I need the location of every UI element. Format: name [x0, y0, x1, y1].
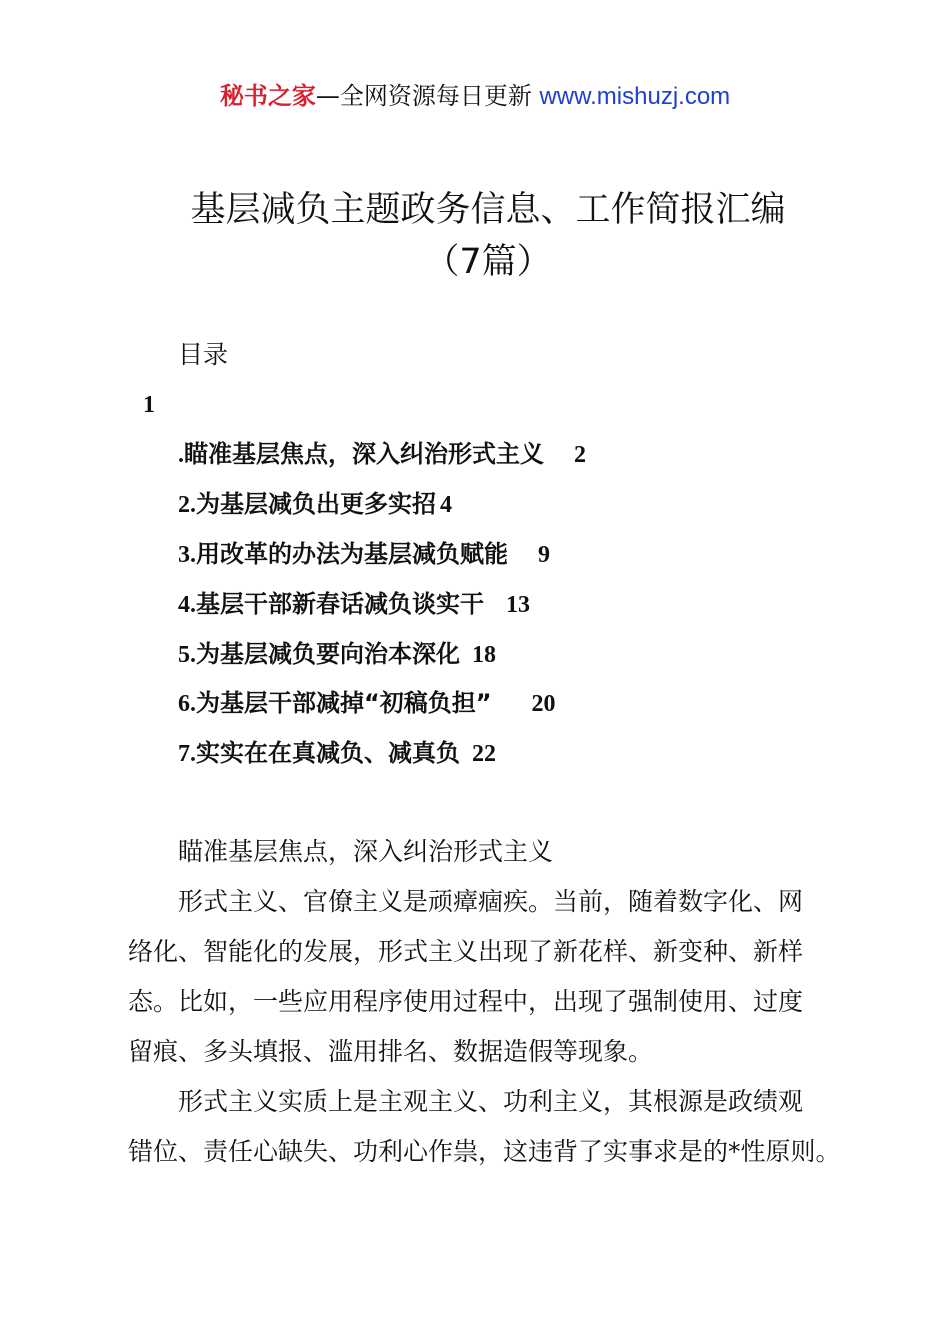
toc-entry-page: 20: [531, 691, 556, 717]
toc-entry-page: 13: [506, 592, 530, 618]
brand-name: 秘书之家: [219, 82, 316, 110]
title-line-2: （7篇）: [424, 242, 552, 282]
toc-entry-number: 4.: [178, 592, 196, 618]
toc-entry-page: 2: [574, 442, 586, 468]
header-tagline: —全网资源每日更新: [315, 82, 532, 110]
toc-entry[interactable]: [178, 487, 452, 521]
toc-entry-number: 2.: [178, 492, 196, 518]
toc-entry-text: 为基层干部减掉“初稿负担”: [196, 689, 492, 717]
toc-entry[interactable]: [178, 736, 496, 770]
site-url-link[interactable]: www.mishuzj.com: [539, 83, 731, 110]
toc-entry[interactable]: [178, 637, 496, 671]
toc-entry-page: 18: [472, 642, 496, 668]
paragraph-line: 错位、责任心缺失、功利心作祟，这违背了实事求是的*性原则。: [128, 1137, 841, 1166]
toc-entry-number: 6.: [178, 691, 196, 717]
toc-entry-page: 4: [440, 492, 452, 518]
toc-entry-text: 实实在在真减负、减真负: [196, 739, 460, 767]
toc-entry-text: 为基层减负要向治本深化: [196, 640, 460, 668]
toc-heading: 目录: [178, 340, 229, 369]
toc-entry-number: 3.: [178, 542, 196, 568]
toc-entry-page: 22: [472, 741, 496, 767]
toc-entry[interactable]: [178, 537, 550, 571]
paragraph-line: 形式主义实质上是主观主义、功利主义，其根源是政绩观: [178, 1087, 804, 1116]
toc-entry-text: 基层干部新春话减负谈实干: [196, 590, 484, 618]
document-title: [0, 184, 950, 288]
toc-entry[interactable]: [178, 686, 556, 720]
toc-entry-number: 7.: [178, 741, 196, 767]
toc-entry-text: 为基层减负出更多实招: [196, 490, 436, 518]
paragraph-line: 态。比如，一些应用程序使用过程中，出现了强制使用、过度: [128, 987, 804, 1016]
title-line-1: 基层减负主题政务信息、工作简报汇编: [190, 190, 786, 230]
paragraph-line: 留痕、多头填报、滥用排名、数据造假等现象。: [128, 1037, 654, 1066]
toc-entry[interactable]: [178, 437, 586, 471]
toc-entry-page: 9: [538, 542, 550, 568]
paragraph-line: 络化、智能化的发展，形式主义出现了新花样、新变种、新样: [128, 937, 804, 966]
site-header: [0, 80, 950, 113]
toc-entry-number: .: [178, 442, 184, 468]
toc-entry-text: 用改革的办法为基层减负赋能: [196, 540, 508, 568]
toc-entry-text: 瞄准基层焦点，深入纠治形式主义: [184, 440, 544, 468]
paragraph-line: 形式主义、官僚主义是顽瘴痼疾。当前，随着数字化、网: [178, 887, 804, 916]
toc-first-page-number: 1: [143, 392, 155, 418]
toc-entry[interactable]: [178, 587, 530, 621]
section-title: 瞄准基层焦点，深入纠治形式主义: [178, 837, 554, 866]
toc-entry-number: 5.: [178, 642, 196, 668]
